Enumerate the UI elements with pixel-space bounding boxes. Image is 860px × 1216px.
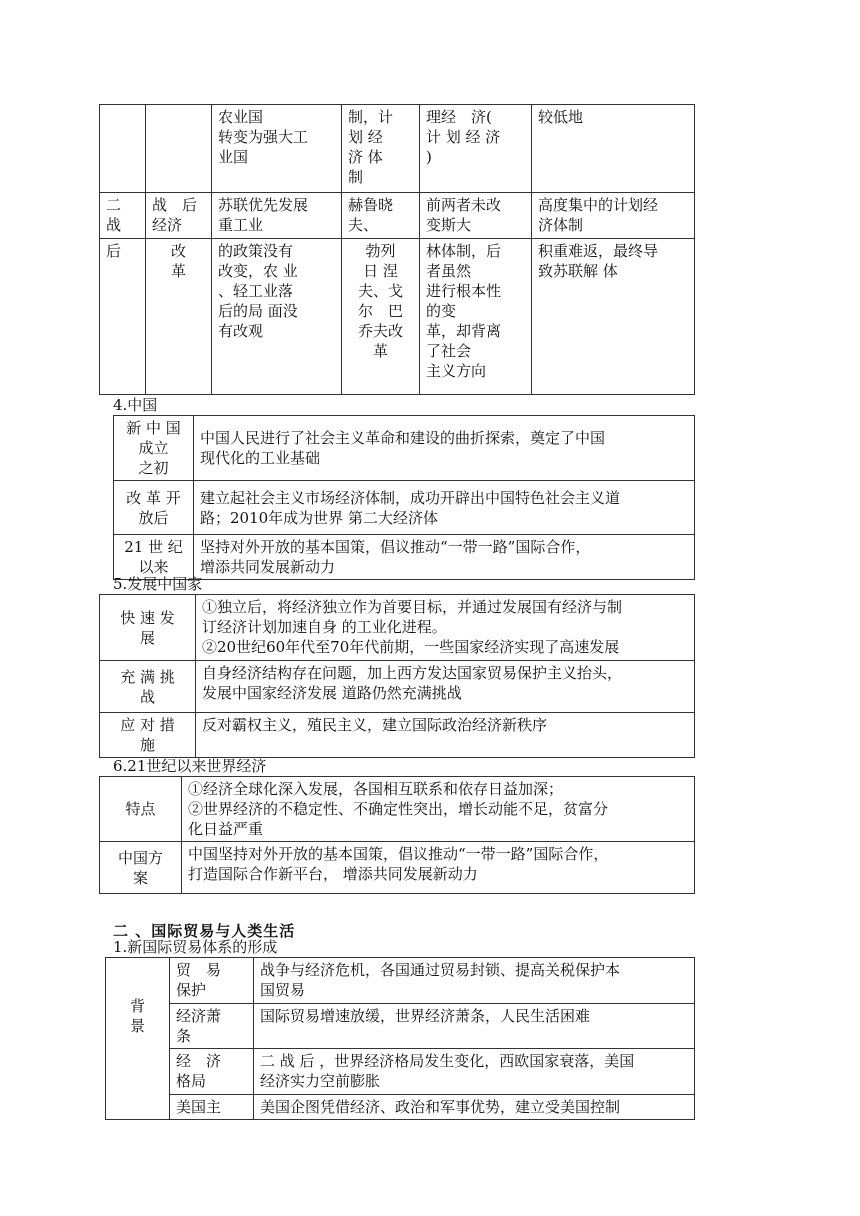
- section-heading-china: 4.中国: [113, 396, 158, 414]
- table-cell: 前两者未改 变斯大: [420, 193, 532, 239]
- row-label: 快 速 发 展: [100, 595, 196, 661]
- row-label: 充 满 挑 战: [100, 661, 196, 713]
- section-heading-developing: 5.发展中国家: [113, 575, 203, 593]
- table-cell: 积重难返，最终导 致苏联解 体: [532, 239, 695, 395]
- table-cell: 后: [100, 239, 146, 395]
- row-label: 21 世 纪 以来: [114, 535, 194, 580]
- table-row: [100, 842, 695, 894]
- row-text: ①独立后，将经济独立作为首要目标，并通过发展国有经济与制 订经济计划加速自身 的工业化进程。 ②20世纪60年代至70年代前期，一些国家经济实现了高速发展: [196, 595, 695, 661]
- row-label: 新 中 国 成立 之初: [114, 416, 194, 481]
- table-cell: [100, 105, 146, 193]
- china-table: [113, 415, 695, 580]
- row-label: 中国方 案: [100, 842, 182, 894]
- row-text: 坚持对外开放的基本国策，倡议推动“一带一路”国际合作， 增添共同发展新动力: [194, 535, 695, 580]
- row-label: 经济萧 条: [170, 1004, 254, 1049]
- trade-system-table: [105, 957, 695, 1120]
- part-two-heading: 二 、国际贸易与人类生活: [113, 922, 296, 940]
- table-cell: 制，计 划 经 济 体 制: [342, 105, 420, 193]
- table-row: [106, 1004, 695, 1049]
- row-label: 美国主: [170, 1095, 254, 1120]
- table-row: [106, 1095, 695, 1120]
- table-cell: [146, 105, 212, 193]
- table-cell: 高度集中的计划经 济体制: [532, 193, 695, 239]
- row-text: 建立起社会主义市场经济体制，成功开辟出中国特色社会主义道 路；2010年成为世界 第二大经济体: [194, 481, 695, 535]
- table-cell: 苏联优先发展 重工业: [212, 193, 342, 239]
- table-row: [100, 239, 695, 395]
- ussr-economy-table: [99, 104, 695, 395]
- row-label: 改 革 开 放后: [114, 481, 194, 535]
- table-cell: 改 革: [146, 239, 212, 395]
- row-label: 特点: [100, 777, 182, 842]
- subsection-heading: 1.新国际贸易体系的形成: [113, 938, 278, 956]
- table-row: [100, 777, 695, 842]
- table-row: [106, 958, 695, 1004]
- developing-countries-table: [99, 594, 695, 758]
- table-row: [100, 105, 695, 193]
- section-heading-21st-century: 6.21世纪以来世界经济: [113, 757, 267, 775]
- row-text: 中国人民进行了社会主义革命和建设的曲折探索，奠定了中国 现代化的工业基础: [194, 416, 695, 481]
- table-row: [100, 595, 695, 661]
- row-text: 战争与经济危机，各国通过贸易封锁、提高关税保护本 国贸易: [254, 958, 695, 1004]
- row-text: ①经济全球化深入发展，各国相互联系和依存日益加深； ②世界经济的不稳定性、不确定性突出，增长动能不足，贫富分 化日益严重: [182, 777, 695, 842]
- row-text: 反对霸权主义，殖民主义，建立国际政治经济新秩序: [196, 713, 695, 758]
- table-row: [114, 535, 695, 580]
- table-row: [100, 193, 695, 239]
- row-label: 贸 易 保护: [170, 958, 254, 1004]
- row-label: 应 对 措 施: [100, 713, 196, 758]
- table-cell: 赫鲁晓 夫、: [342, 193, 420, 239]
- table-cell: 战 后 经济: [146, 193, 212, 239]
- group-label-background: 背 景: [106, 958, 170, 1120]
- row-text: 自身经济结构存在问题，加上西方发达国家贸易保护主义抬头， 发展中国家经济发展 道路仍然充满挑战: [196, 661, 695, 713]
- table-cell: 林体制，后 者虽然 进行根本性 的变 革，却背离 了社会 主义方向: [420, 239, 532, 395]
- row-text: 二 战 后 ，世界经济格局发生变化，西欧国家衰落，美国 经济实力空前膨胀: [254, 1049, 695, 1095]
- table-row: [106, 1049, 695, 1095]
- table-cell: 理经 济( 计 划 经 济 ): [420, 105, 532, 193]
- table-cell: 农业国 转变为强大工 业国: [212, 105, 342, 193]
- table-cell: 二 战: [100, 193, 146, 239]
- row-label: 经 济 格局: [170, 1049, 254, 1095]
- row-text: 国际贸易增速放缓，世界经济萧条，人民生活困难: [254, 1004, 695, 1049]
- table-cell: 勃列 日 涅 夫、戈 尔 巴 乔夫改 革: [342, 239, 420, 395]
- table-cell: 较低地: [532, 105, 695, 193]
- row-text: 中国坚持对外开放的基本国策，倡议推动“一带一路”国际合作， 打造国际合作新平台， 增添共同发展新动力: [182, 842, 695, 894]
- table-row: [100, 713, 695, 758]
- table-row: [114, 416, 695, 481]
- table-row: [100, 661, 695, 713]
- world-economy-table: [99, 776, 695, 894]
- table-cell: 的政策没有 改变，农 业 、轻工业落 后的局 面没 有改观: [212, 239, 342, 395]
- row-text: 美国企图凭借经济、政治和军事优势，建立受美国控制: [254, 1095, 695, 1120]
- table-row: [114, 481, 695, 535]
